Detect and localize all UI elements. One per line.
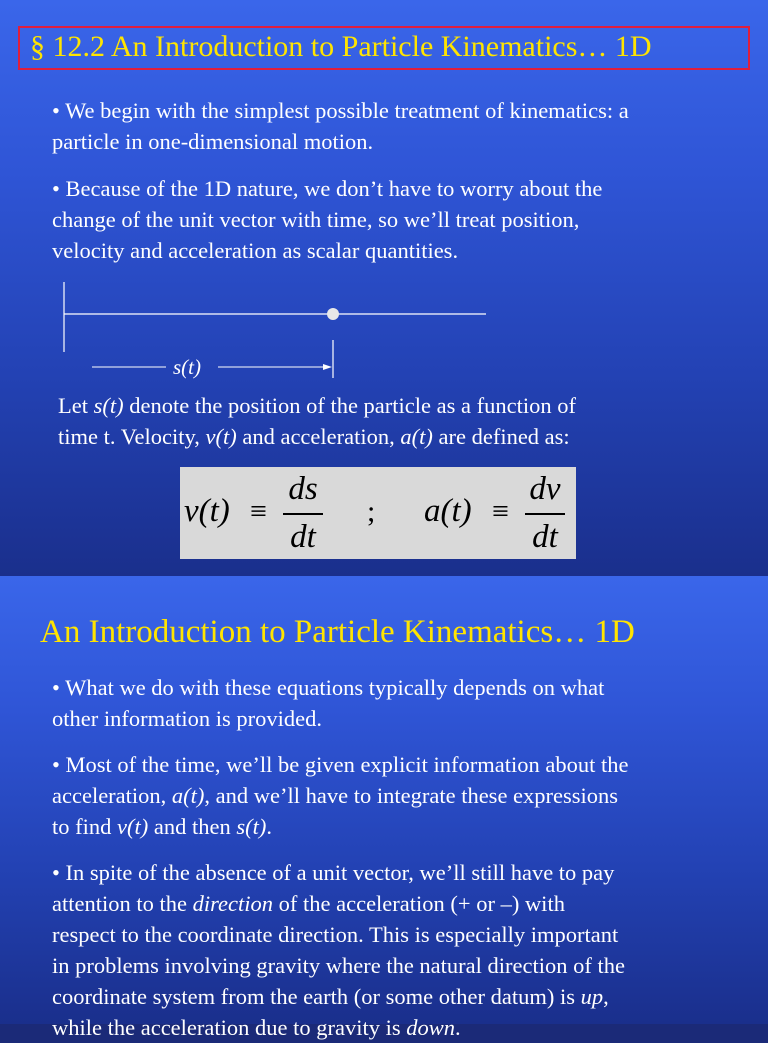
definition-line-1 [58, 390, 576, 421]
italic-down: down [406, 1015, 456, 1040]
text-span: time t. Velocity, [58, 424, 206, 449]
bullet-2-line-3: velocity and acceleration as scalar quantities. [52, 238, 459, 263]
text-span: to find [52, 814, 117, 839]
s2-bullet-1-line-1: • What we do with these equations typically depends on what [52, 675, 605, 700]
s2-bullet-3-line-6 [52, 1012, 461, 1043]
velocity-numerator: ds [288, 471, 318, 507]
italic-v-of-t: v(t) [205, 424, 237, 449]
text-span: , and we’ll have to integrate these expressions [204, 783, 619, 808]
text-span: and acceleration, [236, 424, 401, 449]
position-diagram [0, 270, 768, 385]
equation-separator: ; [367, 495, 376, 528]
equiv-symbol-1: ≡ [250, 495, 267, 528]
bullet-1-line-2: particle in one-dimensional motion. [52, 129, 374, 154]
s2-bullet-3-line-2 [52, 888, 565, 919]
text-span: attention to the [52, 891, 193, 916]
s2-bullet-2-line-1: • Most of the time, we’ll be given explicit information about the [52, 752, 629, 777]
text-span: are defined as: [432, 424, 570, 449]
particle-dot [327, 308, 339, 320]
text-span: , [603, 984, 609, 1009]
bullet-1-line-1: • We begin with the simplest possible treatment of kinematics: a [52, 98, 629, 123]
italic-s-of-t: s(t) [93, 393, 124, 418]
velocity-denominator: dt [290, 519, 316, 555]
bullet-2-line-1: • Because of the 1D nature, we don’t have to worry about the [52, 176, 603, 201]
text-span: acceleration, [52, 783, 172, 808]
definition-line-2 [58, 421, 570, 452]
italic-a-of-t: a(t) [171, 783, 205, 808]
italic-a-of-t: a(t) [400, 424, 433, 449]
bullet-2-line-2: change of the unit vector with time, so we’ll treat position, [52, 207, 580, 232]
italic-s-of-t: s(t) [236, 814, 267, 839]
text-span: of the acceleration (+ or –) with [273, 891, 565, 916]
slide-2-title: An Introduction to Particle Kinematics… 1D [40, 614, 635, 650]
diagram-label-s-of-t: s(t) [173, 355, 201, 379]
text-span: denote the position of the particle as a function of [123, 393, 576, 418]
acceleration-lhs: a(t) [424, 493, 472, 529]
velocity-fraction-bar [283, 513, 323, 515]
text-span: and then [148, 814, 237, 839]
slide-2 [0, 576, 768, 1040]
italic-v-of-t: v(t) [117, 814, 149, 839]
text-span: Let [58, 393, 94, 418]
italic-up: up [580, 984, 604, 1009]
s2-bullet-3-line-4: in problems involving gravity where the natural direction of the [52, 953, 625, 978]
acceleration-denominator: dt [532, 519, 558, 555]
equiv-symbol-2: ≡ [492, 495, 509, 528]
velocity-lhs: v(t) [184, 493, 230, 529]
equation-box [180, 467, 576, 559]
acceleration-numerator: dv [529, 471, 561, 507]
acceleration-fraction-bar [525, 513, 565, 515]
s2-bullet-3-line-5 [52, 981, 609, 1012]
dimension-arrowhead [323, 364, 332, 370]
text-span: . [266, 814, 272, 839]
text-span: coordinate system from the earth (or some other datum) is [52, 984, 581, 1009]
s2-bullet-3-line-3: respect to the coordinate direction. This is especially important [52, 922, 619, 947]
s2-bullet-3-line-1: • In spite of the absence of a unit vector, we’ll still have to pay [52, 860, 615, 885]
s2-bullet-2-line-3 [52, 811, 272, 842]
s2-bullet-1-line-2: other information is provided. [52, 706, 322, 731]
text-span: while the acceleration due to gravity is [52, 1015, 407, 1040]
text-span: . [455, 1015, 461, 1040]
slide-1-title: § 12.2 An Introduction to Particle Kinematics… 1D [18, 26, 750, 70]
italic-direction: direction [192, 891, 273, 916]
s2-bullet-2-line-2 [52, 780, 618, 811]
